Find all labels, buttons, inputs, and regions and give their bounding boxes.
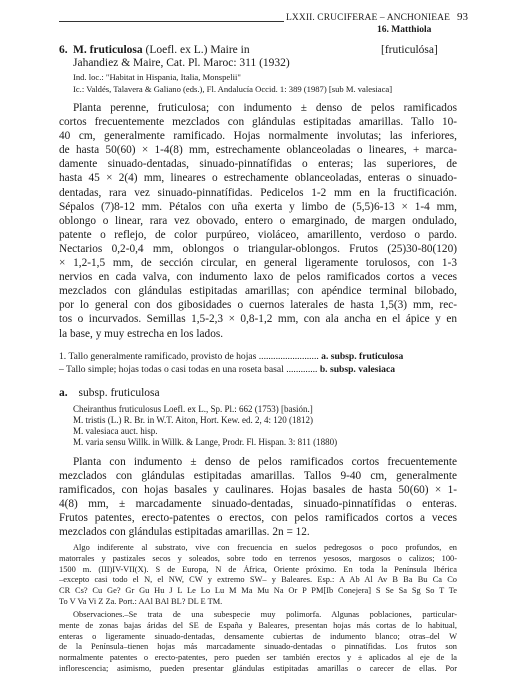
- key-lead-text: Tallo simple; hojas todas o casi todas en una roseta basal .............: [66, 364, 318, 375]
- text-line: mezclados con glándulas estipitadas amarillas; con apéndice terminal bilobado,: [59, 285, 457, 298]
- icones: Ic.: Valdés, Talavera & Galiano (eds.), Fl. Andalucía Occid. 1: 389 (1987) [sub M. valesiaca]: [73, 84, 393, 94]
- synonym-list: [73, 404, 337, 448]
- key-lead-result: a. subsp. fruticulosa: [321, 351, 404, 362]
- text-line: de la Península–tienen hojas más marcadamente sinuado-dentadas o pinnatífidas. Los frutos son: [59, 642, 457, 652]
- species-authority: (Loefl. ex L.) Maire in: [145, 44, 250, 56]
- text-line: hasta 45 × 2(4) mm, lineares o estrechamente oblanceoladas, enteras o sinuado-: [59, 172, 457, 185]
- text-line: To V Va Vi Z Za. Port.: AAl BAl BL? DL E TM.: [59, 596, 223, 606]
- text-line: dentadas, rara vez sinuado-pinnatífidas. Pedicelos 1-2 mm en la fructificación.: [59, 186, 457, 199]
- indicatio-locorum: Ind. loc.: "Habitat in Hispania, Italia, Monspelii": [73, 72, 241, 82]
- genus-heading: 16. Matthiola: [377, 25, 432, 35]
- text-line: nervios en cada valva, con indumento laxo de pelos ramificados cortos a veces: [59, 271, 457, 284]
- species-description: [59, 101, 457, 341]
- text-line: 40 cm, generalmente ramificado. Hojas normalmente involutas; las inferiores,: [59, 130, 457, 143]
- text-line: Observaciones.–Se trata de una subespecie muy polimorfa. Algunas poblaciones, particular-: [73, 610, 457, 619]
- text-line: × 1,2-1,5 mm, de sección circular, en general ligeramente torulosos, con 1-3: [59, 257, 457, 270]
- running-title: LXXII. CRUCIFERAE – ANCHONIEAE: [286, 13, 450, 23]
- text-line: ramificados, con hojas basales y caulinares. Hojas basales de hasta 50(60) × 1-: [59, 484, 457, 497]
- header-rule: [59, 21, 284, 22]
- text-line: Frutos patentes, erecto-patentes o erectos, con pelos ramificados cortos a veces: [59, 512, 457, 525]
- subspecies-label: subsp. fruticulosa: [78, 387, 160, 399]
- text-line: normalmente patentes o erecto-patentes, pero pueden ser también erectos y ± aplicados al eje de la: [59, 653, 457, 663]
- observations: [59, 610, 457, 675]
- text-line: Algo indiferente al substrato, vive con frecuencia en suelos pedregosos o poco profundos, en: [73, 543, 457, 552]
- subspecies-heading: [59, 387, 160, 399]
- text-line: –excepto casi todo el N, el NW, CW y extremo SW– y Baleares. Esp.: A Ab Al Av B Ba Bu Ca Co: [59, 575, 457, 585]
- text-line: la base, y muy estrecha en los lados.: [59, 327, 224, 340]
- habitat-distribution: [59, 543, 457, 608]
- synonym: Cheiranthus fruticulosus Loefl. ex L., Sp. Pl.: 662 (1753) [basión.]: [73, 404, 313, 414]
- text-line: 4(8) mm, ± marcadamente sinuado-dentadas, sinuado-pinnatífidas o enteras.: [59, 498, 457, 511]
- text-line: inflorescencia; asimismo, pueden presentar glándulas estipitadas amarillas o carecer de ellas. Por: [59, 663, 457, 673]
- species-binomial: M. fruticulosa: [73, 44, 143, 56]
- text-line: patente o reflejo, de color purpúreo, violáceo, amarillento, verdoso o pardo.: [59, 228, 457, 241]
- text-line: damente sinuado-dentadas, sinuado-pinnatífidas o enteras; las superiores, de: [59, 158, 457, 171]
- text-line: mezclados con glándulas estipitadas amarillas. 2n = 12.: [59, 526, 310, 539]
- key-lead-result: b. subsp. valesiaca: [319, 364, 395, 375]
- key-lead-number: 1.: [59, 351, 67, 362]
- species-citation: Jahandiez & Maire, Cat. Pl. Maroc: 311 (1932): [73, 57, 290, 69]
- subspecies-letter: a.: [59, 387, 68, 399]
- text-line: CR Cs? Cu Ge? Gr Gu Hu J L Le Lo Lu M Ma Mu Na Or P PM[Ib Conejera] S Se Sa Sg So T Te: [59, 586, 457, 596]
- text-line: Planta con indumento ± denso de pelos ramificados cortos frecuentemente: [73, 456, 457, 468]
- species-name: [73, 44, 250, 56]
- key-lead-text: Tallo generalmente ramificado, provisto de hojas .........................: [68, 351, 319, 362]
- species-pronunciation: [fruticulósa]: [381, 44, 438, 56]
- text-line: Sépalos (7)8-12 mm. Pétalos con uña exerta y limbo de (5,5)6-13 × 1-4 mm,: [59, 200, 457, 213]
- synonym: M. tristis (L.) R. Br. in W.T. Aiton, Hort. Kew. ed. 2, 4: 120 (1812): [73, 415, 313, 425]
- text-line: tos o incurvados. Semillas 1,5-2,3 × 0,8-1,2 mm, con ala ancha en el ápice y en: [59, 313, 457, 326]
- synonym: M. varia sensu Willk. in Willk. & Lange, Prodr. Fl. Hispan. 3: 811 (1880): [73, 437, 338, 447]
- key-lead-number: –: [59, 364, 64, 375]
- text-line: por lo general con dos gibosidades o cuernos laterales de hasta 1,5(3) mm, rec-: [59, 299, 457, 312]
- key-lead-1: [59, 351, 403, 362]
- page-number: 93: [457, 11, 468, 23]
- text-line: enteras o ligeramente sinuado-dentadas, densamente cubiertas de indumento blanco; otras–del W: [59, 631, 457, 641]
- text-line: Planta perenne, fruticulosa; con indumento ± denso de pelos ramificados: [73, 102, 457, 114]
- text-line: de hasta 50(60) × 1-4(8) mm, estrechamente oblanceoladas o lineares, + marca-: [59, 144, 457, 157]
- text-line: mente de zonas bajas áridas del SE de España y Baleares, presentan hojas más cortas de lo habitual,: [59, 620, 457, 630]
- text-line: matorrales y pastizales secos y soleados, sobre todo en terrenos yesosos, margosos o calizos; 100-: [59, 553, 457, 563]
- subspecies-description: [59, 455, 457, 540]
- text-line: Nectarios 0,2-0,4 mm, oblongos o triangular-oblongos. Frutos (25)30-80(120): [59, 242, 457, 255]
- synonym: M. valesiaca auct. hisp.: [73, 426, 158, 436]
- species-number: 6.: [59, 44, 68, 56]
- text-line: 1500 m. (III)IV-VII(X). S de Europa, N de África, Oriente próximo. En toda la Península Ibérica: [59, 564, 457, 574]
- text-line: cortos frecuentemente mezclados con glándulas estipitadas amarillas. Tallo 10-: [59, 116, 457, 129]
- text-line: oblongo o linear, rara vez obovado, entero o emarginado, de margen ondulado,: [59, 214, 457, 227]
- key-lead-2: [59, 364, 395, 375]
- text-line: mezclados con glándulas estipitadas amarillas. Tallos 9-40 cm, generalmente: [59, 470, 457, 483]
